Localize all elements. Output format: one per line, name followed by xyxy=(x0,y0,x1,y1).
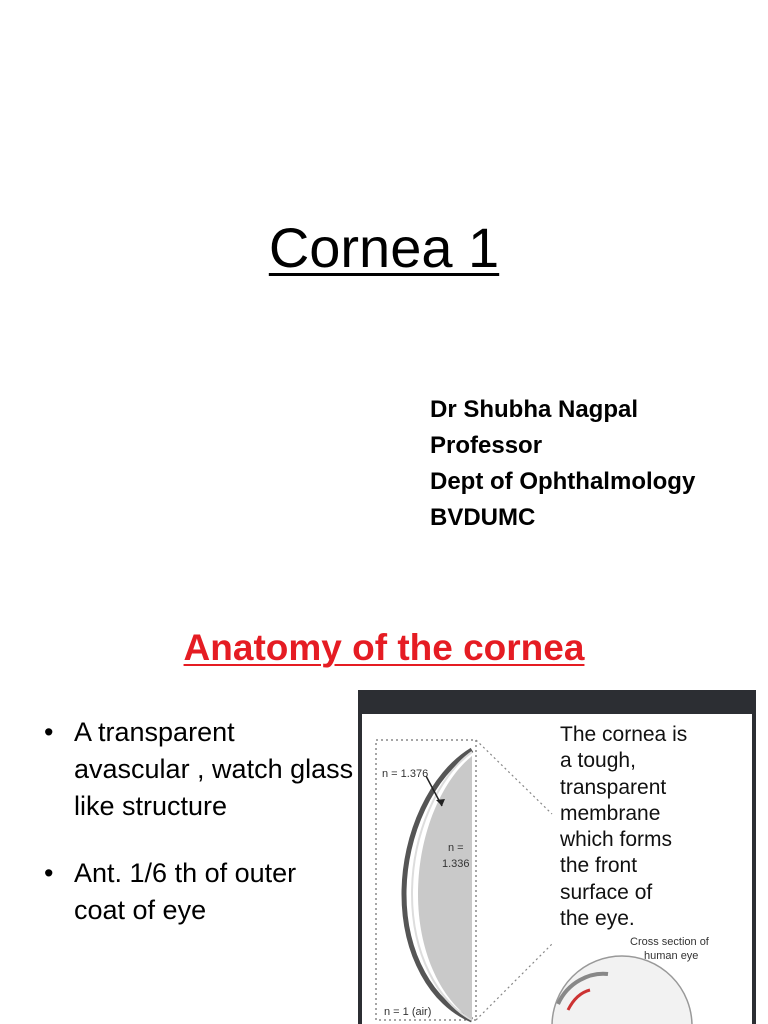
bullet-item xyxy=(44,714,354,825)
caption-line: surface of xyxy=(560,880,653,904)
label-cornea-index: n = 1.376 xyxy=(382,768,429,780)
label-cross-section: Cross section of xyxy=(630,936,709,948)
slide-title: Cornea 1 xyxy=(268,216,500,279)
caption-line: the front xyxy=(560,854,638,878)
author-block xyxy=(430,392,695,536)
caption-line: transparent xyxy=(560,775,667,799)
caption-line: membrane xyxy=(560,801,661,825)
bullet-item xyxy=(44,855,354,929)
label-aqueous-index-b: 1.336 xyxy=(442,858,470,870)
bullet-dot-icon: • xyxy=(44,858,54,888)
author-position: Professor xyxy=(430,432,543,459)
figure-canvas xyxy=(362,714,752,1024)
bullet-text: Ant. 1/6 th of outer coat of eye xyxy=(74,858,297,925)
figure-caption xyxy=(560,722,750,932)
bullet-text: A transparent avascular , watch glass like structure xyxy=(74,717,354,821)
bullet-list xyxy=(44,714,354,959)
projection-line-top xyxy=(476,740,552,814)
caption-line: the eye. xyxy=(560,907,635,931)
caption-line: a tough, xyxy=(560,749,636,773)
caption-line: which forms xyxy=(560,828,673,852)
cornea-figure xyxy=(358,690,756,1024)
label-human-eye: human eye xyxy=(644,950,699,962)
author-institution: BVDUMC xyxy=(430,504,536,531)
section-heading: Anatomy of the cornea xyxy=(183,627,585,668)
label-air-index: n = 1 (air) xyxy=(384,1006,432,1018)
bullet-dot-icon: • xyxy=(44,717,54,747)
projection-line-bottom xyxy=(476,944,552,1020)
label-aqueous-index-a: n = xyxy=(448,842,464,854)
author-name: Dr Shubha Nagpal xyxy=(430,396,639,423)
caption-line: The cornea is xyxy=(560,723,688,746)
eyeball-outline xyxy=(552,956,692,1024)
author-department: Dept of Ophthalmology xyxy=(430,468,696,495)
